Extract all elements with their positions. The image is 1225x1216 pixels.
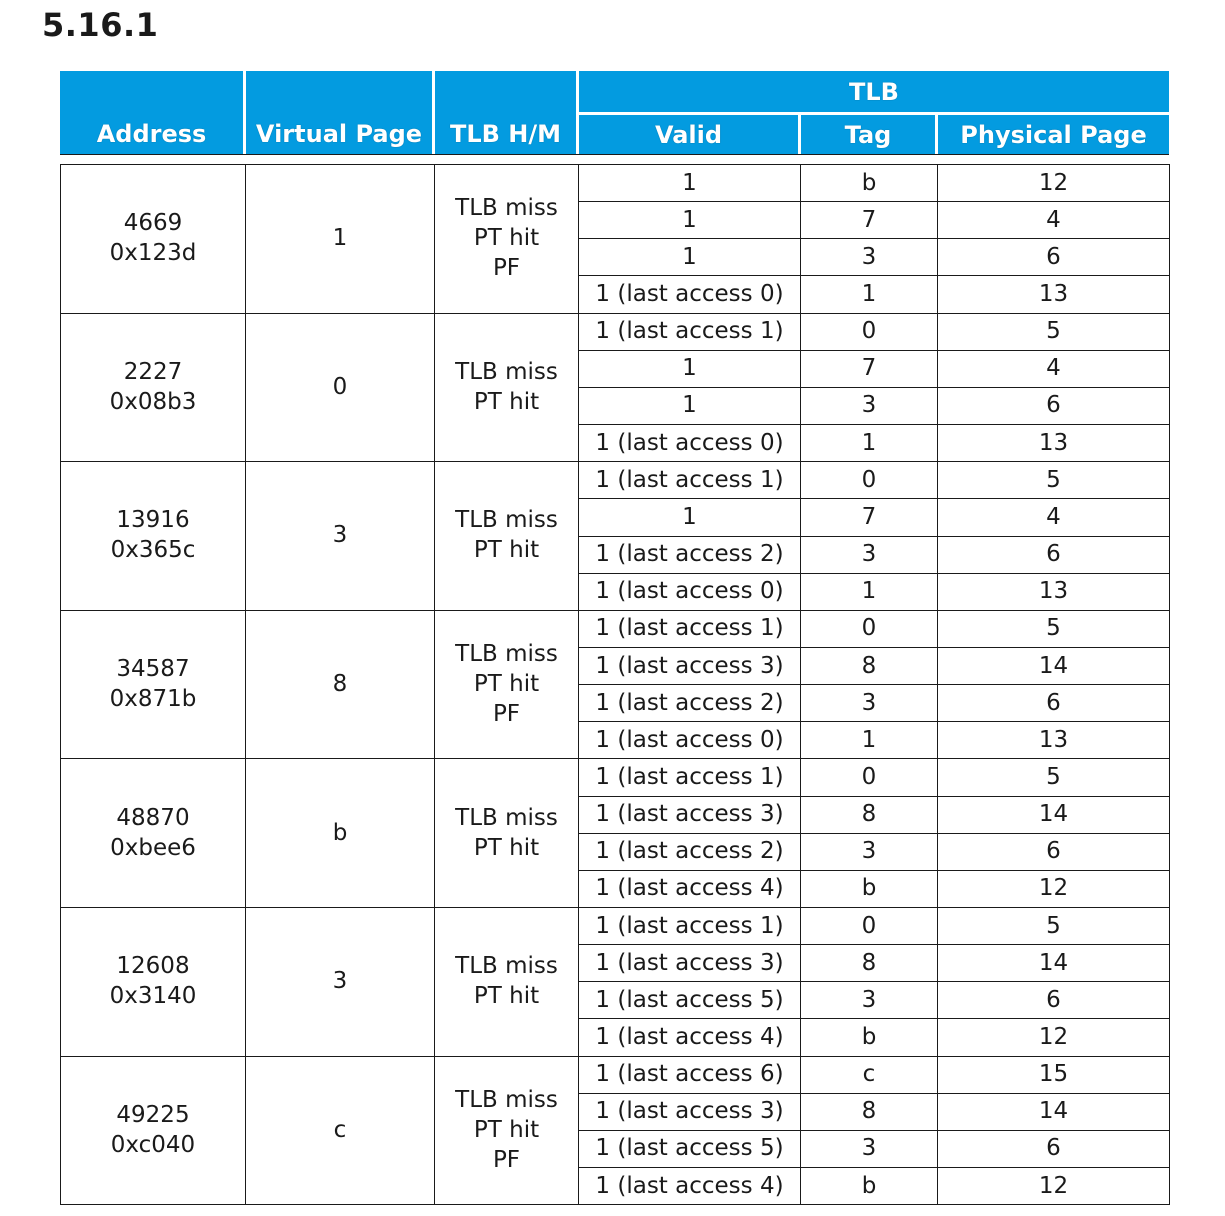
header-physical-page: Physical Page: [938, 115, 1169, 154]
address-cell-line: 0xc040: [110, 1131, 196, 1158]
tag-cell: b: [861, 169, 877, 196]
virtual-page-cell: 3: [332, 522, 348, 549]
tlb-hm-cell-line: PF: [492, 255, 521, 282]
tlb-hm-cell: [435, 1056, 578, 1205]
physical-page-cell: 5: [1046, 615, 1061, 642]
valid-cell: 1 (last access 3): [595, 949, 784, 976]
physical-page-cell: 5: [1046, 763, 1061, 790]
address-cell: [61, 610, 245, 759]
physical-page-cell: 13: [1038, 578, 1069, 605]
address-cell-line: 12608: [116, 953, 190, 980]
valid-cell: 1 (last access 1): [595, 318, 784, 345]
tag-cell: b: [861, 1024, 877, 1050]
tag-cell: 3: [861, 392, 877, 419]
tag-cell: 0: [861, 912, 877, 939]
tag-cell: 1: [861, 429, 877, 456]
valid-cell: 1 (last access 0): [595, 726, 784, 753]
valid-cell: 1 (last access 4): [595, 875, 784, 902]
tag-cell: 1: [861, 281, 877, 307]
tag-cell: 7: [861, 206, 877, 233]
valid-cell: 1 (last access 6): [595, 1061, 784, 1088]
physical-page-cell: 14: [1038, 1098, 1069, 1125]
valid-cell: 1 (last access 5): [595, 986, 784, 1013]
tlb-hm-cell: [435, 907, 578, 1056]
tag-cell: 3: [861, 838, 877, 865]
tag-cell: 7: [861, 503, 877, 530]
valid-cell: 1 (last access 0): [595, 429, 784, 456]
address-cell-line: 48870: [116, 804, 190, 831]
address-cell: [61, 313, 245, 462]
tag-cell: 3: [861, 243, 877, 270]
physical-page-cell: 6: [1046, 1135, 1061, 1162]
tlb-hm-cell: [435, 461, 578, 610]
tlb-hm-cell-line: TLB miss: [455, 1086, 558, 1113]
valid-cell: 1 (last access 3): [595, 1098, 784, 1125]
tlb-hm-cell-line: TLB miss: [455, 953, 558, 980]
physical-page-cell: 12: [1038, 169, 1069, 196]
tlb-hm-cell-line: TLB miss: [455, 804, 558, 831]
physical-page-cell: 13: [1038, 429, 1069, 456]
virtual-page-cell: 8: [332, 671, 348, 698]
tlb-hm-cell-line: TLB miss: [455, 195, 558, 222]
tag-cell: 8: [861, 652, 877, 679]
header-address: Address: [60, 71, 243, 154]
header-tlb-hm: TLB H/M: [435, 71, 576, 154]
valid-cell: 1 (last access 1): [595, 615, 784, 642]
tlb-hm-cell: [435, 164, 578, 313]
header-tag: Tag: [801, 115, 935, 154]
valid-cell: 1: [682, 169, 697, 196]
address-cell-line: 0x365c: [110, 537, 196, 564]
address-cell: [61, 758, 245, 907]
tag-cell: 3: [861, 541, 877, 568]
tag-cell: 0: [861, 318, 877, 345]
tlb-hm-cell-line: PT hit: [473, 388, 540, 415]
valid-cell: 1 (last access 2): [595, 541, 784, 568]
address-cell-line: 0x3140: [109, 983, 197, 1010]
tag-cell: 3: [861, 1135, 877, 1162]
physical-page-cell: 13: [1038, 726, 1069, 753]
valid-cell: 1 (last access 1): [595, 466, 784, 493]
tlb-hm-cell-line: TLB miss: [455, 507, 558, 534]
tag-cell: b: [861, 1172, 877, 1199]
tag-cell: 0: [861, 615, 877, 642]
valid-cell: 1: [682, 355, 697, 382]
physical-page-cell: 15: [1038, 1061, 1069, 1088]
tag-cell: 0: [861, 466, 877, 493]
address-cell-line: 34587: [116, 656, 190, 683]
valid-cell: 1: [682, 503, 697, 530]
section-title: 5.16.1: [42, 6, 159, 44]
header-divider: [60, 154, 1169, 155]
valid-cell: 1 (last access 0): [595, 578, 784, 605]
physical-page-cell: 12: [1038, 1024, 1069, 1050]
tag-cell: 3: [861, 986, 877, 1013]
tag-cell: c: [862, 1061, 876, 1088]
address-cell: [61, 164, 245, 313]
physical-page-cell: 4: [1046, 206, 1061, 233]
valid-cell: 1 (last access 0): [595, 281, 784, 307]
valid-cell: 1: [682, 206, 697, 233]
address-cell: [61, 907, 245, 1056]
tlb-hm-cell: [435, 610, 578, 759]
address-cell-line: 4669: [123, 210, 183, 237]
tag-cell: 8: [861, 1098, 877, 1125]
physical-page-cell: 5: [1046, 466, 1061, 493]
physical-page-cell: 13: [1038, 281, 1069, 307]
valid-cell: 1 (last access 2): [595, 838, 784, 865]
valid-cell: 1 (last access 4): [595, 1024, 784, 1050]
address-cell-line: 0x871b: [109, 686, 197, 713]
tlb-hm-cell-line: TLB miss: [455, 641, 558, 668]
valid-cell: 1 (last access 3): [595, 652, 784, 679]
tlb-hm-cell: [435, 758, 578, 907]
physical-page-cell: 14: [1038, 801, 1069, 828]
tlb-hm-cell-line: PF: [492, 701, 521, 728]
valid-cell: 1: [682, 392, 697, 419]
physical-page-cell: 6: [1046, 243, 1061, 270]
physical-page-cell: 6: [1046, 689, 1061, 716]
tag-cell: 0: [861, 763, 877, 790]
tlb-hm-cell-line: PT hit: [473, 1116, 540, 1143]
tlb-hm-cell-line: PT hit: [473, 671, 540, 698]
valid-cell: 1 (last access 1): [595, 763, 784, 790]
address-cell-line: 2227: [123, 358, 183, 385]
header-valid: Valid: [579, 115, 798, 154]
virtual-page-cell: b: [332, 819, 348, 846]
tag-cell: 1: [861, 726, 877, 753]
valid-cell: 1 (last access 3): [595, 801, 784, 828]
address-cell: [61, 461, 245, 610]
tlb-hm-cell-line: PT hit: [473, 537, 540, 564]
virtual-page-cell: c: [333, 1116, 347, 1143]
header-tlb-group: TLB: [579, 71, 1169, 112]
tag-cell: 7: [861, 355, 877, 382]
tag-cell: 1: [861, 578, 877, 605]
address-cell-line: 49225: [116, 1101, 190, 1128]
tag-cell: b: [861, 875, 877, 902]
physical-page-cell: 5: [1046, 318, 1061, 345]
tlb-hm-cell-line: PT hit: [473, 834, 540, 861]
virtual-page-cell: 1: [332, 225, 348, 252]
tag-cell: 8: [861, 801, 877, 828]
valid-cell: 1 (last access 2): [595, 689, 784, 716]
tag-cell: 8: [861, 949, 877, 976]
physical-page-cell: 6: [1046, 838, 1061, 865]
virtual-page-cell: 0: [332, 373, 348, 400]
physical-page-cell: 14: [1038, 949, 1069, 976]
tag-cell: 3: [861, 689, 877, 716]
physical-page-cell: 14: [1038, 652, 1069, 679]
address-cell-line: 0xbee6: [110, 834, 196, 861]
tlb-hm-cell-line: PT hit: [473, 983, 540, 1010]
address-cell: [61, 1056, 245, 1205]
address-cell-line: 13916: [116, 507, 190, 534]
physical-page-cell: 12: [1038, 1172, 1069, 1199]
address-cell-line: 0x08b3: [109, 388, 197, 415]
tlb-hm-cell: [435, 313, 578, 462]
tlb-hm-cell-line: PT hit: [473, 225, 540, 252]
address-cell-line: 0x123d: [109, 240, 197, 267]
tlb-hm-cell-line: TLB miss: [455, 358, 558, 385]
valid-cell: 1 (last access 4): [595, 1172, 784, 1199]
physical-page-cell: 5: [1046, 912, 1061, 939]
virtual-page-cell: 3: [332, 968, 348, 995]
header-virtual-page: Virtual Page: [246, 71, 432, 154]
physical-page-cell: 4: [1046, 503, 1061, 530]
physical-page-cell: 4: [1046, 355, 1061, 382]
valid-cell: 1: [682, 243, 697, 270]
physical-page-cell: 6: [1046, 541, 1061, 568]
physical-page-cell: 6: [1046, 986, 1061, 1013]
physical-page-cell: 6: [1046, 392, 1061, 419]
valid-cell: 1 (last access 1): [595, 912, 784, 939]
physical-page-cell: 12: [1038, 875, 1069, 902]
valid-cell: 1 (last access 5): [595, 1135, 784, 1162]
tlb-hm-cell-line: PF: [492, 1146, 521, 1173]
